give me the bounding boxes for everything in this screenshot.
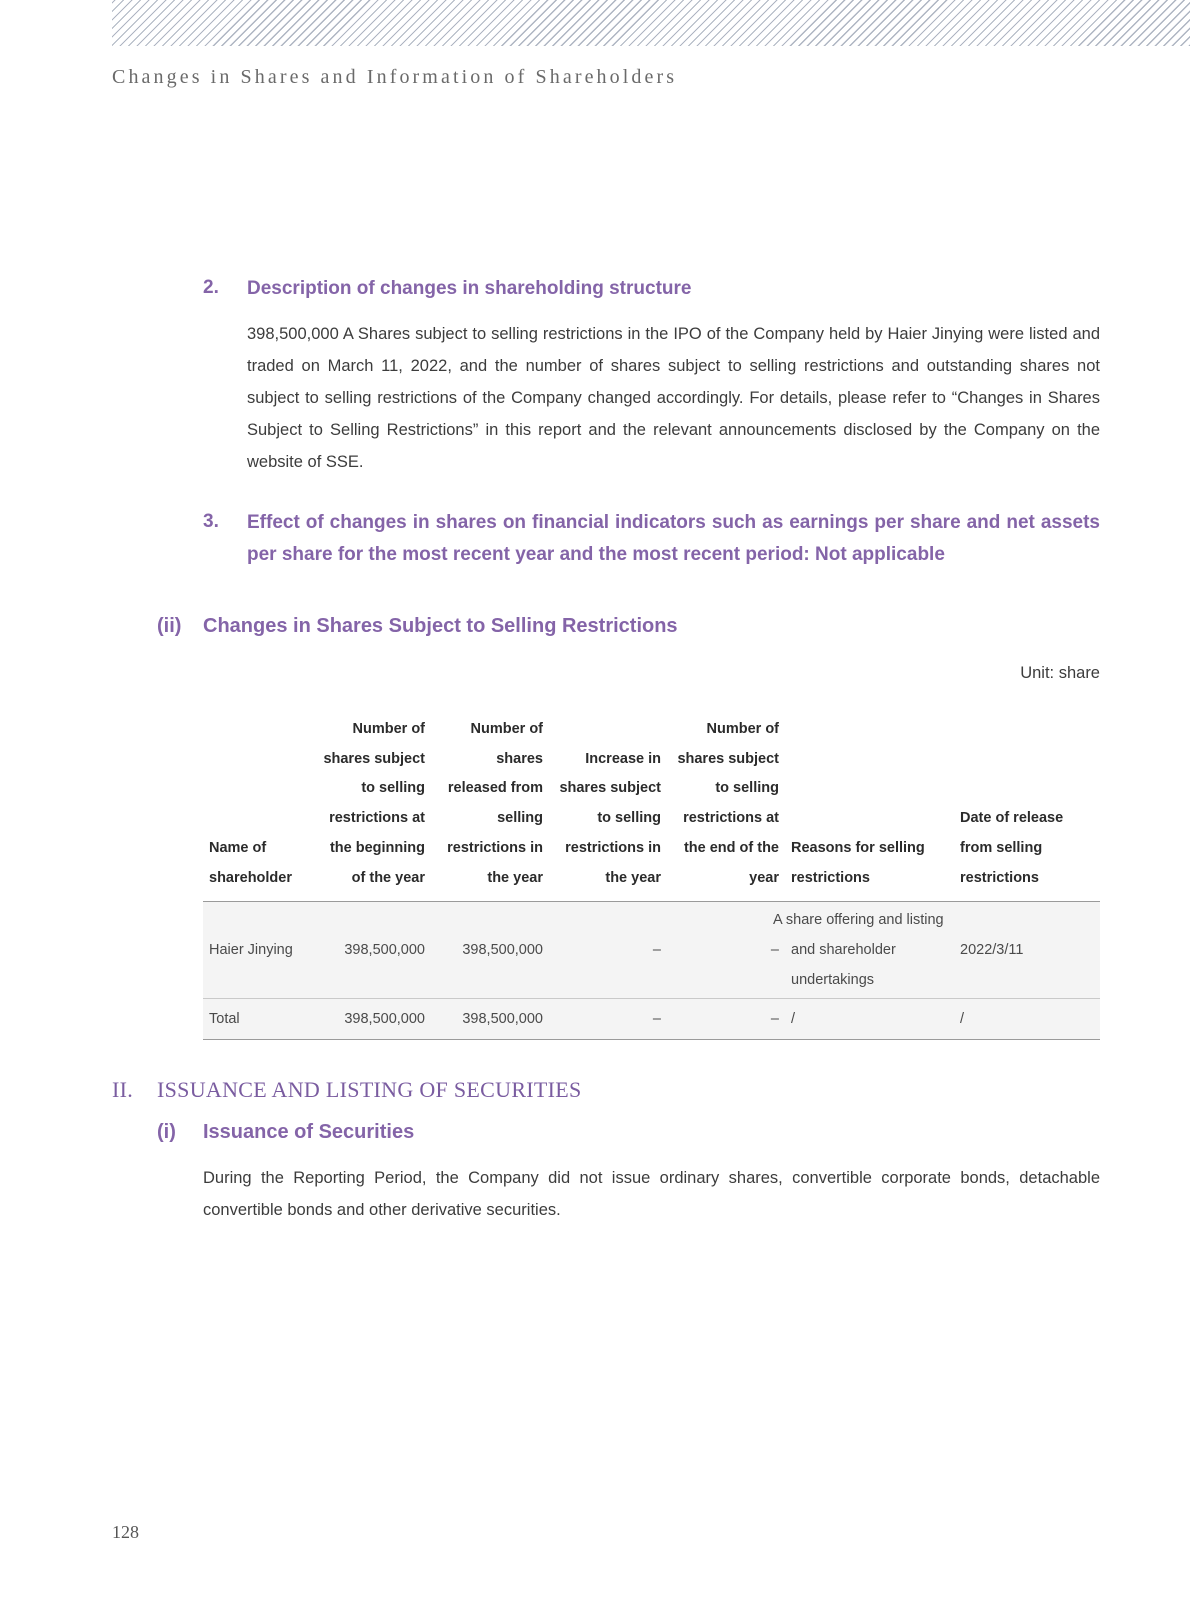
col-header-released: Number of shares released from selling restrictions in the year	[431, 715, 549, 902]
subsection-ii-title: Changes in Shares Subject to Selling Restrictions	[203, 615, 678, 637]
cell-released: 398,500,000	[431, 999, 549, 1040]
subsection-i-number: (i)	[157, 1121, 176, 1143]
subsection-ii-number: (ii)	[157, 615, 182, 637]
section-2-body: 398,500,000 A Shares subject to selling restrictions in the IPO of the Company held by Haier Jinying were listed and traded on March 11, 2022, and the number of shares subject to selling restrictions and outstanding shares not subject to selling restrictions of the Company changed accordingly. For details, please refer to “Changes in Shares Subject to Selling Restrictions” in this report and the relevant announcements disclosed by the Company on the website of SSE.	[247, 325, 1100, 471]
cell-released: 398,500,000	[431, 902, 549, 999]
table-row	[203, 902, 1100, 999]
header-hatch-band	[112, 0, 1190, 46]
page-number: 128	[112, 1522, 139, 1542]
col-header-reasons: Reasons for selling restrictions	[785, 715, 954, 902]
col-header-end: Number of shares subject to selling restrictions at the end of the year	[667, 715, 785, 902]
section-II-title: ISSUANCE AND LISTING OF SECURITIES	[157, 1077, 582, 1102]
cell-shareholder: Total	[203, 999, 313, 1040]
cell-release-date: 2022/3/11	[954, 902, 1100, 999]
section-II-number: II.	[112, 1077, 134, 1102]
cell-shareholder: Haier Jinying	[203, 902, 313, 999]
cell-beginning: 398,500,000	[313, 999, 431, 1040]
restricted-shares-table	[203, 715, 1100, 1040]
running-header: Changes in Shares and Information of Shareholders	[112, 66, 678, 88]
subsection-i-title: Issuance of Securities	[203, 1121, 415, 1143]
cell-release-date: /	[954, 999, 1100, 1040]
table-header-row	[203, 715, 1100, 902]
section-3-title: Effect of changes in shares on financial indicators such as earnings per share and net assets per share for the most recent year and the most recent period: Not applicable	[247, 512, 1100, 565]
unit-label: Unit: share	[1020, 664, 1100, 682]
cell-reasons: A share offering and listing and shareholder undertakings	[785, 902, 954, 999]
cell-increase: –	[549, 999, 667, 1040]
cell-increase: –	[549, 902, 667, 999]
col-header-beginning: Number of shares subject to selling restrictions at the beginning of the year	[313, 715, 431, 902]
cell-end: –	[667, 902, 785, 999]
section-2-title: Description of changes in shareholding structure	[247, 278, 692, 299]
section-3-number: 3.	[203, 511, 219, 532]
cell-reasons: /	[785, 999, 954, 1040]
section-2-number: 2.	[203, 277, 219, 298]
table-row-total	[203, 999, 1100, 1040]
col-header-shareholder: Name of shareholder	[203, 715, 313, 902]
cell-beginning: 398,500,000	[313, 902, 431, 999]
col-header-release-date: Date of release from selling restrictions	[954, 715, 1100, 902]
cell-end: –	[667, 999, 785, 1040]
col-header-increase: Increase in shares subject to selling restrictions in the year	[549, 715, 667, 902]
subsection-i-body: During the Reporting Period, the Company did not issue ordinary shares, convertible corporate bonds, detachable convertible bonds and other derivative securities.	[203, 1169, 1100, 1219]
